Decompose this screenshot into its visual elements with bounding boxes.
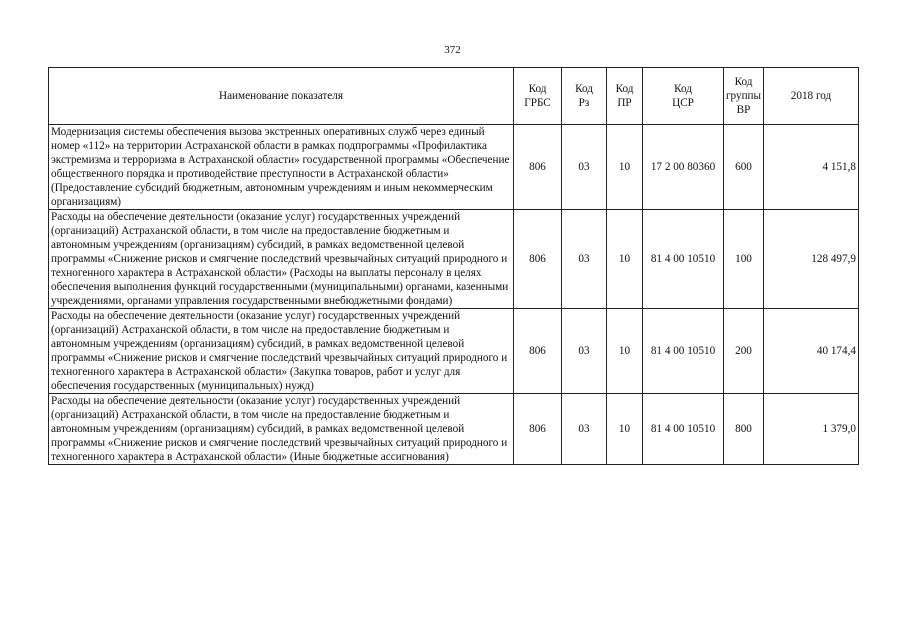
header-vr-line2: группы (725, 90, 762, 102)
table-row (49, 210, 859, 309)
row-pr: 10 (607, 394, 643, 465)
row-csr: 17 2 00 80360 (643, 125, 724, 210)
table-row (49, 394, 859, 465)
header-vr (724, 68, 764, 125)
header-pr-line2: ПР (617, 97, 632, 109)
row-vr: 600 (724, 125, 764, 210)
table-row (49, 309, 859, 394)
table-row (49, 125, 859, 210)
row-rz: 03 (562, 125, 607, 210)
row-rz: 03 (562, 309, 607, 394)
table-header-row (49, 68, 859, 125)
header-rz (562, 68, 607, 125)
header-grbs-line2: ГРБС (524, 97, 551, 109)
header-grbs (514, 68, 562, 125)
row-csr: 81 4 00 10510 (643, 210, 724, 309)
header-pr-line1: Код (615, 83, 634, 95)
header-csr-line1: Код (674, 83, 692, 95)
budget-table (48, 67, 859, 465)
header-rz-line2: Рз (578, 97, 590, 109)
header-csr-line2: ЦСР (672, 97, 694, 109)
header-year: 2018 год (764, 68, 859, 125)
row-vr: 100 (724, 210, 764, 309)
row-vr: 200 (724, 309, 764, 394)
row-amount: 40 174,4 (764, 309, 859, 394)
header-vr-line3: ВР (736, 104, 751, 116)
row-amount: 128 497,9 (764, 210, 859, 309)
page-number: 372 (444, 44, 461, 56)
row-rz: 03 (562, 394, 607, 465)
row-grbs: 806 (514, 309, 562, 394)
header-pr (607, 68, 643, 125)
header-csr (643, 68, 724, 125)
header-rz-line1: Код (575, 83, 593, 95)
row-pr: 10 (607, 309, 643, 394)
header-vr-line1: Код (734, 76, 753, 88)
row-pr: 10 (607, 125, 643, 210)
row-name: Расходы на обеспечение деятельности (оказание услуг) государственных учреждений (организаций) Астраханской области, в том числе на предоставление бюджетным и автономным учреждениям (организациям) субсидий, в рамках ведомственной целевой программы «Снижение рисков и смягчение последствий чрезвычайных ситуаций природного и техногенного характера в Астраханской области» (Расходы на выплаты персоналу в целях обеспечения выполнения функций государственными (муниципальными) органами, казенными учреждениями, органами управления государственными внебюджетными фондами) (49, 210, 514, 309)
row-grbs: 806 (514, 210, 562, 309)
row-name: Модернизация системы обеспечения вызова экстренных оперативных служб через единый номер «112» на территории Астраханской области в рамках подпрограммы «Профилактика экстремизма и терроризма в Астраханской области» государственной программы «Обеспечение общественного порядка и противодействие преступности в Астраханской области» (Предоставление субсидий бюджетным, автономным учреждениям и иным некоммерческим организациям) (49, 125, 514, 210)
row-name: Расходы на обеспечение деятельности (оказание услуг) государственных учреждений (организаций) Астраханской области, в том числе на предоставление бюджетным и автономным учреждениям (организациям) субсидий, в рамках ведомственной целевой программы «Снижение рисков и смягчение последствий чрезвычайных ситуаций природного и техногенного характера в Астраханской области» (Закупка товаров, работ и услуг для обеспечения государственных (муниципальных) нужд) (49, 309, 514, 394)
row-amount: 1 379,0 (764, 394, 859, 465)
row-csr: 81 4 00 10510 (643, 309, 724, 394)
row-grbs: 806 (514, 125, 562, 210)
row-vr: 800 (724, 394, 764, 465)
row-csr: 81 4 00 10510 (643, 394, 724, 465)
row-rz: 03 (562, 210, 607, 309)
row-pr: 10 (607, 210, 643, 309)
row-amount: 4 151,8 (764, 125, 859, 210)
row-grbs: 806 (514, 394, 562, 465)
row-name: Расходы на обеспечение деятельности (оказание услуг) государственных учреждений (организаций) Астраханской области, в том числе на предоставление бюджетным и автономным учреждениям (организациям) субсидий, в рамках ведомственной целевой программы «Снижение рисков и смягчение последствий чрезвычайных ситуаций природного и техногенного характера в Астраханской области» (Иные бюджетные ассигнования) (49, 394, 514, 465)
header-name: Наименование показателя (49, 68, 514, 125)
header-grbs-line1: Код (528, 83, 547, 95)
